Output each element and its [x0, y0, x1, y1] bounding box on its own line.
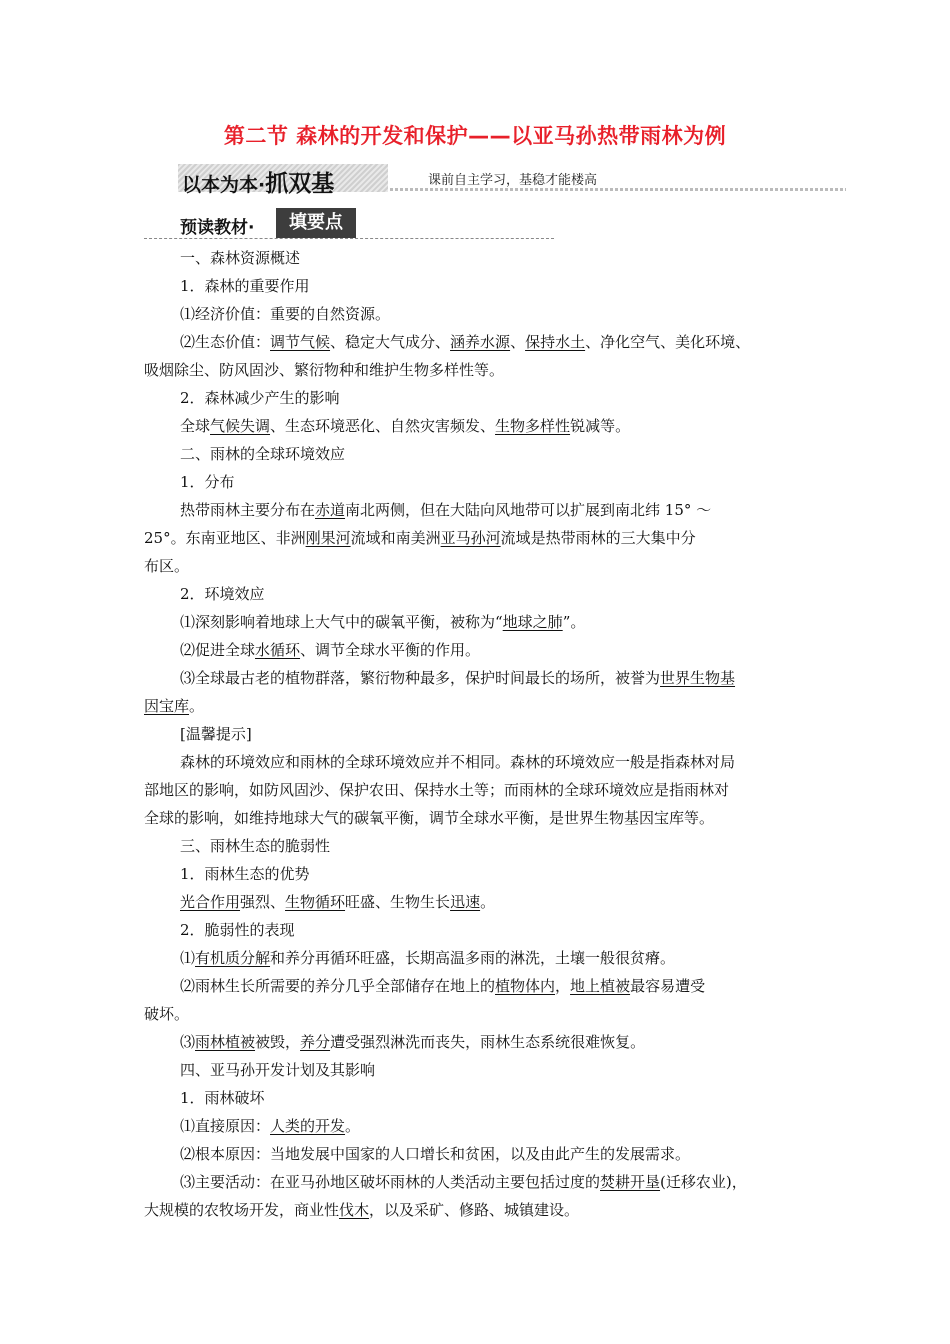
underlined-key-term: 植物体内	[495, 977, 556, 995]
text-line	[180, 920, 295, 940]
section-banner	[178, 164, 846, 197]
underlined-key-term: 气候失调	[210, 417, 271, 435]
text-segment: 2．森林减少产生的影响	[180, 389, 340, 407]
text-line	[180, 416, 630, 436]
underlined-key-term: 人类的开发	[270, 1117, 346, 1135]
text-segment: 二、雨林的全球环境效应	[180, 445, 346, 463]
text-segment: 流域和南美洲	[350, 529, 441, 547]
text-line	[180, 472, 235, 492]
text-segment: 1．雨林生态的优势	[180, 865, 310, 883]
text-segment: 全球	[180, 417, 211, 435]
underlined-key-term: 养分	[300, 1033, 331, 1051]
text-line	[180, 1172, 747, 1192]
underlined-key-term: 调节气候	[270, 333, 331, 351]
text-segment: ，	[555, 977, 571, 995]
text-line	[180, 1116, 360, 1136]
underlined-key-term: 光合作用	[180, 893, 241, 911]
text-segment: 。	[189, 697, 205, 715]
text-line	[144, 360, 504, 380]
text-line	[180, 668, 735, 688]
text-line	[180, 276, 310, 296]
text-segment: 三、雨林生态的脆弱性	[180, 837, 331, 855]
underlined-key-term: 世界生物基	[660, 669, 736, 687]
banner-main-big: 抓双基	[265, 171, 335, 197]
text-segment: 大规模的农牧场开发，商业性	[144, 1201, 340, 1219]
text-segment: ⑴直接原因：	[180, 1117, 271, 1135]
banner-main: 以本为本·	[182, 174, 266, 196]
text-segment: ，以及采矿、修路、城镇建设。	[369, 1201, 580, 1219]
banner-subtitle: 课前自主学习，基稳才能楼高	[428, 173, 598, 188]
text-segment: 一、森林资源概述	[180, 249, 301, 267]
underlined-key-term: 亚马孙河	[440, 529, 501, 547]
underlined-key-term: 地上植被	[570, 977, 631, 995]
text-line	[144, 808, 714, 828]
text-segment: 布区。	[144, 557, 190, 575]
text-line	[180, 836, 330, 856]
text-segment: 1．分布	[180, 473, 235, 491]
text-segment: 和养分再循环旺盛，长期高温多雨的淋洗，土壤一般很贫瘠。	[270, 949, 676, 967]
subsection-badge: 填要点	[276, 208, 356, 238]
text-line	[180, 864, 310, 884]
text-line	[180, 1144, 690, 1164]
text-segment: ⑵根本原因：当地发展中国家的人口增长和贫困，以及由此产生的发展需求。	[180, 1145, 691, 1163]
underlined-key-term: 保持水土	[525, 333, 586, 351]
underlined-key-term: 焚耕开垦	[600, 1173, 661, 1191]
text-segment: 最容易遭受	[630, 977, 706, 995]
text-segment: 、调节全球水平衡的作用。	[300, 641, 481, 659]
text-line	[180, 724, 252, 744]
text-line	[180, 612, 585, 632]
text-segment: 25°。东南亚地区、非洲	[144, 529, 306, 547]
text-segment: ⑵生态价值：	[180, 333, 271, 351]
text-line	[144, 780, 729, 800]
text-segment: 、生态环境恶化、自然灾害频发、	[270, 417, 496, 435]
text-line	[180, 1032, 645, 1052]
subsection-divider	[144, 238, 554, 239]
text-line	[180, 304, 390, 324]
text-segment: 锐减等。	[570, 417, 631, 435]
text-line	[180, 948, 675, 968]
text-segment: 1．雨林破坏	[180, 1089, 265, 1107]
text-segment: ⑴	[180, 949, 196, 967]
underlined-key-term: 生物循环	[285, 893, 346, 911]
text-segment: 被毁，	[255, 1033, 301, 1051]
text-line	[180, 444, 345, 464]
underlined-key-term: 赤道	[315, 501, 346, 519]
banner-label	[182, 165, 334, 198]
text-segment: 1．森林的重要作用	[180, 277, 310, 295]
text-line	[180, 640, 480, 660]
text-segment: ⑶主要活动：在亚马孙地区破坏雨林的人类活动主要包括过度的	[180, 1173, 601, 1191]
text-segment: 。	[345, 1117, 361, 1135]
page-title: 第二节 森林的开发和保护——以亚马孙热带雨林为例	[223, 124, 727, 148]
text-line	[144, 528, 696, 548]
text-segment: 2．脆弱性的表现	[180, 921, 295, 939]
text-segment: 、	[510, 333, 526, 351]
text-segment: 流域是热带雨林的三大集中分	[500, 529, 696, 547]
text-segment: ”。	[562, 613, 586, 631]
text-segment: 、稳定大气成分、	[330, 333, 451, 351]
text-segment: ⑶全球最古老的植物群落，繁衍物种最多，保护时间最长的场所，被誉为	[180, 669, 661, 687]
text-segment: 强烈、	[240, 893, 286, 911]
text-segment: (迁移农业)，	[660, 1173, 747, 1191]
text-line	[180, 248, 300, 268]
text-segment: ⑴经济价值：重要的自然资源。	[180, 305, 391, 323]
text-segment: 全球的影响，如维持地球大气的碳氧平衡，调节全球水平衡，是世界生物基因宝库等。	[144, 809, 715, 827]
text-segment: 南北两侧，但在大陆向风地带可以扩展到南北纬 15° ～	[345, 501, 712, 519]
text-line	[180, 388, 340, 408]
text-line	[144, 1004, 189, 1024]
underlined-key-term: 水循环	[255, 641, 301, 659]
text-segment: 吸烟除尘、防风固沙、繁衍物种和维护生物多样性等。	[144, 361, 505, 379]
text-segment: [温馨提示]	[180, 725, 252, 743]
text-segment: ⑴深刻影响着地球上大气中的碳氧平衡，被称为“	[180, 613, 503, 631]
banner-divider	[390, 188, 846, 191]
text-line	[180, 892, 495, 912]
text-segment: 森林的环境效应和雨林的全球环境效应并不相同。森林的环境效应一般是指森林对局	[180, 753, 736, 771]
text-segment: ⑵雨林生长所需要的养分几乎全部储存在地上的	[180, 977, 496, 995]
text-line	[180, 1060, 375, 1080]
underlined-key-term: 因宝库	[144, 697, 190, 715]
text-segment: 遭受强烈淋洗而丧失，雨林生态系统很难恢复。	[330, 1033, 646, 1051]
text-segment: 、净化空气、美化环境、	[585, 333, 751, 351]
text-line	[144, 1200, 579, 1220]
text-segment: 四、亚马孙开发计划及其影响	[180, 1061, 376, 1079]
text-line	[180, 1088, 265, 1108]
text-segment: 热带雨林主要分布在	[180, 501, 316, 519]
underlined-key-term: 地球之肺	[502, 613, 563, 631]
subsection-label: 预读教材·	[180, 218, 255, 238]
text-line	[180, 976, 705, 996]
text-line	[180, 584, 265, 604]
underlined-key-term: 涵养水源	[450, 333, 511, 351]
text-line	[144, 556, 189, 576]
underlined-key-term: 有机质分解	[195, 949, 271, 967]
underlined-key-term: 雨林植被	[195, 1033, 256, 1051]
text-segment: ⑶	[180, 1033, 196, 1051]
text-line	[144, 696, 204, 716]
text-segment: 部地区的影响，如防风固沙、保护农田、保持水土等；而雨林的全球环境效应是指雨林对	[144, 781, 730, 799]
underlined-key-term: 伐木	[339, 1201, 370, 1219]
text-segment: 旺盛、生物生长	[345, 893, 451, 911]
text-line	[180, 500, 711, 520]
underlined-key-term: 生物多样性	[495, 417, 571, 435]
text-line	[180, 332, 750, 352]
underlined-key-term: 迅速	[450, 893, 481, 911]
text-line	[180, 752, 735, 772]
underlined-key-term: 刚果河	[305, 529, 351, 547]
text-segment: 。	[480, 893, 496, 911]
text-segment: 2．环境效应	[180, 585, 265, 603]
text-segment: ⑵促进全球	[180, 641, 256, 659]
text-segment: 破坏。	[144, 1005, 190, 1023]
